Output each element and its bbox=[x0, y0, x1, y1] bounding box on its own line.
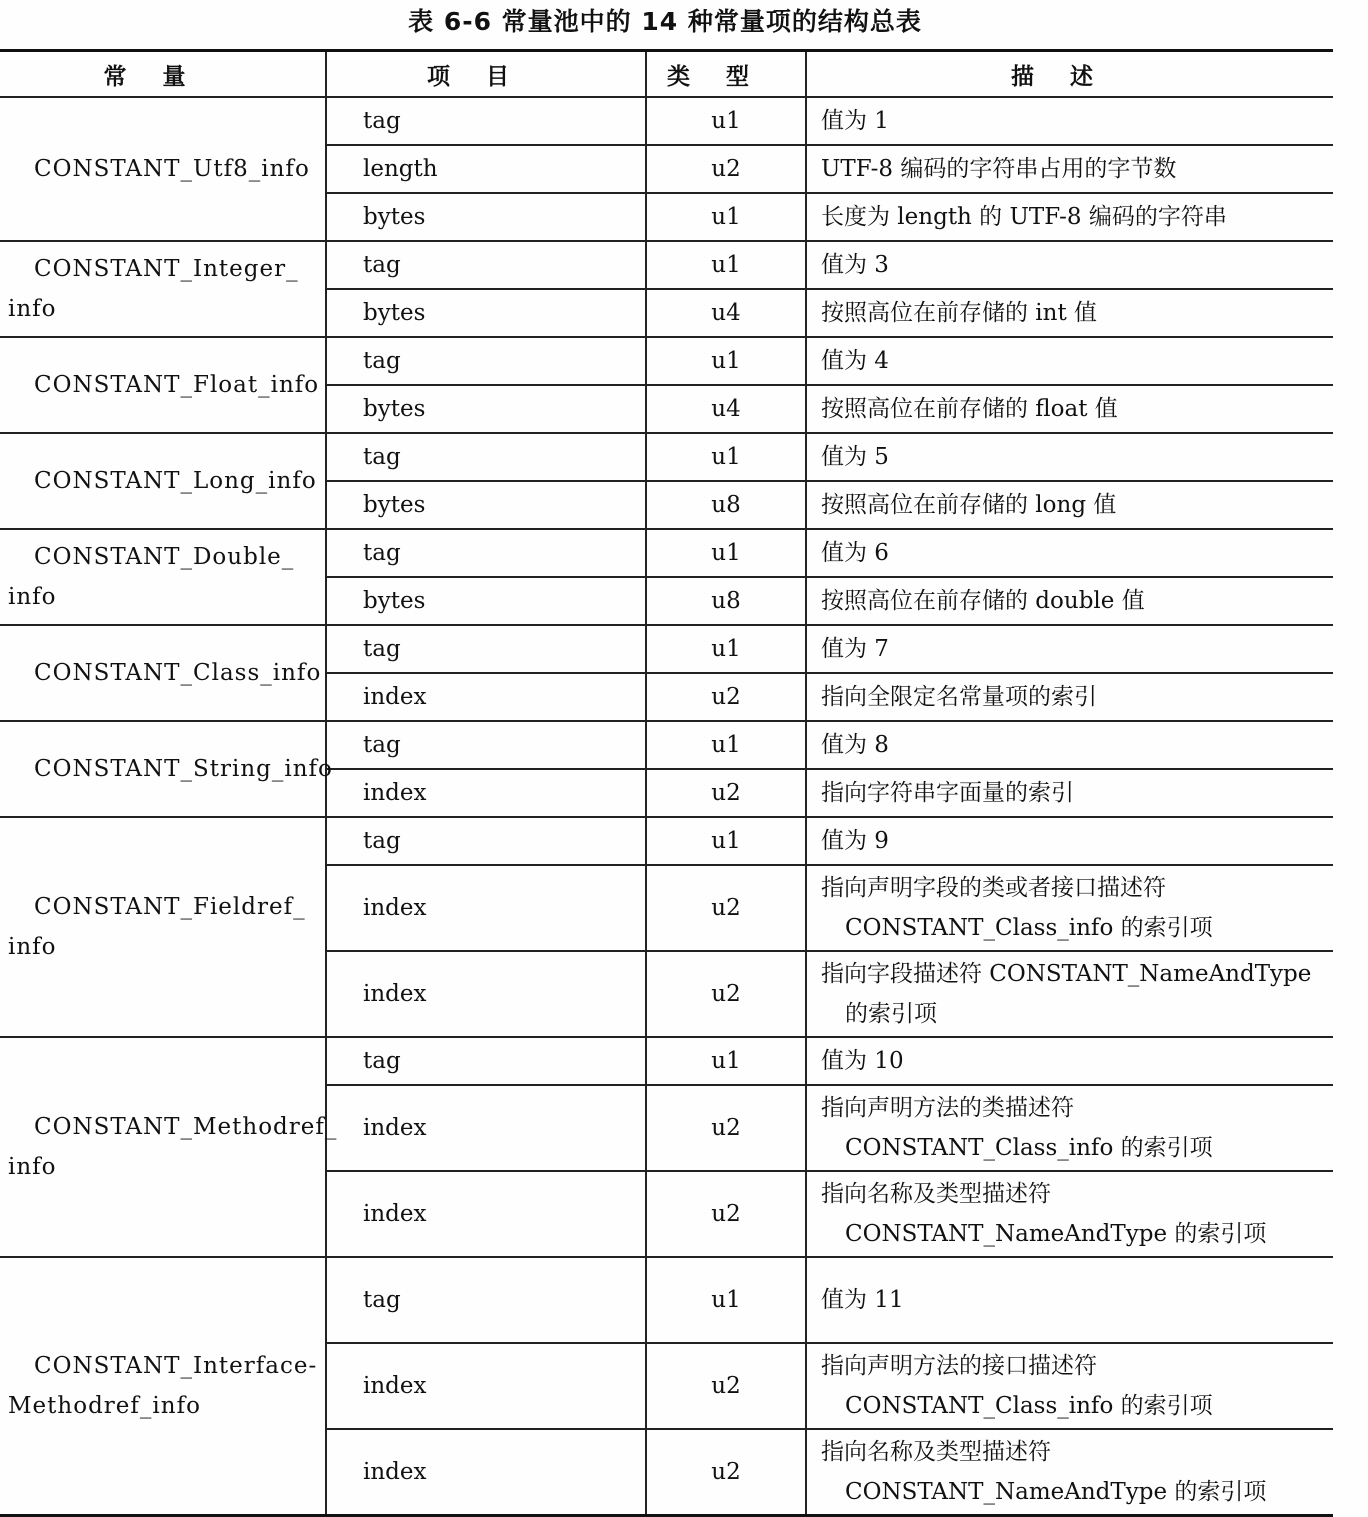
desc-text: UTF-8 编码的字符串占用的字节数 bbox=[821, 156, 1177, 182]
constant-name-line: CONSTANT_Long_info bbox=[34, 468, 317, 494]
item-cell: tag bbox=[326, 241, 646, 289]
desc-cell bbox=[806, 625, 1333, 673]
type-cell: u2 bbox=[646, 865, 806, 951]
item-cell: index bbox=[326, 951, 646, 1037]
item-cell: index bbox=[326, 673, 646, 721]
desc-text: 指向名称及类型描述符 CONSTANT_NameAndType 的索引项 bbox=[821, 1439, 1267, 1505]
desc-text: 值为 9 bbox=[821, 828, 889, 854]
desc-cell bbox=[806, 337, 1333, 385]
constant-name-cell bbox=[0, 625, 326, 721]
table-row bbox=[0, 529, 1333, 577]
table-row bbox=[0, 433, 1333, 481]
desc-text: 值为 11 bbox=[821, 1287, 904, 1313]
type-cell: u1 bbox=[646, 433, 806, 481]
constant-name-line: CONSTANT_Fieldref_ bbox=[34, 894, 306, 920]
header-row bbox=[0, 51, 1333, 98]
desc-cell bbox=[806, 529, 1333, 577]
item-cell: tag bbox=[326, 529, 646, 577]
desc-text: 值为 10 bbox=[821, 1048, 904, 1074]
desc-cell bbox=[806, 145, 1333, 193]
item-cell: tag bbox=[326, 433, 646, 481]
item-cell: bytes bbox=[326, 385, 646, 433]
type-cell: u8 bbox=[646, 577, 806, 625]
constant-name-line: CONSTANT_Float_info bbox=[34, 372, 320, 398]
item-cell: tag bbox=[326, 625, 646, 673]
constant-name-line: CONSTANT_Methodref_ bbox=[34, 1114, 338, 1140]
table-row bbox=[0, 721, 1333, 769]
constant-name-cell bbox=[0, 721, 333, 817]
desc-cell bbox=[806, 1037, 1333, 1085]
desc-cell bbox=[806, 433, 1333, 481]
constant-name-cell bbox=[0, 817, 326, 1037]
type-cell: u2 bbox=[646, 769, 806, 817]
item-cell: index bbox=[326, 1343, 646, 1429]
type-cell: u2 bbox=[646, 1171, 806, 1257]
desc-text: 值为 5 bbox=[821, 444, 889, 470]
item-cell: tag bbox=[326, 721, 646, 769]
type-cell: u1 bbox=[646, 97, 806, 145]
desc-cell bbox=[806, 481, 1333, 529]
desc-text: 值为 1 bbox=[821, 108, 889, 134]
desc-cell bbox=[806, 951, 1333, 1037]
desc-cell bbox=[806, 865, 1333, 951]
constant-name-line: CONSTANT_Utf8_info bbox=[34, 156, 310, 182]
constant-name-line: CONSTANT_Class_info bbox=[34, 660, 322, 686]
table-row bbox=[0, 337, 1333, 385]
desc-text: 值为 8 bbox=[821, 732, 889, 758]
table-row bbox=[0, 1037, 1333, 1085]
desc-text: 指向声明方法的接口描述符 CONSTANT_Class_info 的索引项 bbox=[821, 1353, 1213, 1419]
constant-pool-table bbox=[0, 49, 1333, 1517]
type-cell: u4 bbox=[646, 385, 806, 433]
constant-name-cell bbox=[0, 1257, 326, 1516]
desc-cell bbox=[806, 577, 1333, 625]
item-cell: bytes bbox=[326, 193, 646, 241]
item-cell: index bbox=[326, 1085, 646, 1171]
type-cell: u2 bbox=[646, 1085, 806, 1171]
item-cell: bytes bbox=[326, 289, 646, 337]
constant-name-cell bbox=[0, 529, 326, 625]
type-cell: u2 bbox=[646, 1343, 806, 1429]
desc-cell bbox=[806, 241, 1333, 289]
item-cell: length bbox=[326, 145, 646, 193]
constant-name-line: info bbox=[8, 584, 57, 610]
type-cell: u1 bbox=[646, 337, 806, 385]
constant-name-line: info bbox=[8, 1154, 57, 1180]
desc-text: 值为 3 bbox=[821, 252, 889, 278]
desc-text: 值为 4 bbox=[821, 348, 889, 374]
table-row bbox=[0, 817, 1333, 865]
desc-text: 指向声明方法的类描述符 CONSTANT_Class_info 的索引项 bbox=[821, 1095, 1213, 1161]
desc-cell bbox=[806, 193, 1333, 241]
item-cell: tag bbox=[326, 817, 646, 865]
type-cell: u2 bbox=[646, 673, 806, 721]
desc-text: 值为 7 bbox=[821, 636, 889, 662]
constant-name-line: CONSTANT_String_info bbox=[34, 756, 333, 782]
desc-cell bbox=[806, 1257, 1333, 1343]
constant-name-cell bbox=[0, 337, 326, 433]
desc-text: 指向声明字段的类或者接口描述符 CONSTANT_Class_info 的索引项 bbox=[821, 875, 1213, 941]
type-cell: u1 bbox=[646, 625, 806, 673]
desc-cell bbox=[806, 97, 1333, 145]
constant-name-cell bbox=[0, 1037, 338, 1257]
type-cell: u1 bbox=[646, 1037, 806, 1085]
table-row bbox=[0, 97, 1333, 145]
constant-name-line: CONSTANT_Integer_ bbox=[34, 256, 299, 282]
item-cell: tag bbox=[326, 1257, 646, 1343]
item-cell: index bbox=[326, 865, 646, 951]
constant-name-line: info bbox=[8, 934, 57, 960]
item-cell: index bbox=[326, 769, 646, 817]
type-cell: u2 bbox=[646, 1429, 806, 1516]
header-desc: 描述 bbox=[806, 51, 1333, 98]
desc-cell bbox=[806, 385, 1333, 433]
constant-name-line: info bbox=[8, 296, 57, 322]
item-cell: index bbox=[326, 1429, 646, 1516]
table-row bbox=[0, 625, 1333, 673]
header-item: 项目 bbox=[326, 51, 646, 98]
type-cell: u1 bbox=[646, 529, 806, 577]
desc-cell bbox=[806, 721, 1333, 769]
constant-name-cell bbox=[0, 97, 326, 241]
type-cell: u1 bbox=[646, 721, 806, 769]
desc-text: 指向字段描述符 CONSTANT_NameAndType 的索引项 bbox=[821, 961, 1312, 1027]
desc-text: 指向全限定名常量项的索引 bbox=[821, 684, 1097, 710]
table-caption: 表 6-6 常量池中的 14 种常量项的结构总表 bbox=[408, 7, 922, 36]
desc-text: 指向名称及类型描述符 CONSTANT_NameAndType 的索引项 bbox=[821, 1181, 1267, 1247]
constant-name-cell bbox=[0, 241, 326, 337]
item-cell: tag bbox=[326, 97, 646, 145]
desc-cell bbox=[806, 1171, 1333, 1257]
type-cell: u4 bbox=[646, 289, 806, 337]
item-cell: tag bbox=[326, 1037, 646, 1085]
desc-text: 长度为 length 的 UTF-8 编码的字符串 bbox=[821, 204, 1227, 230]
item-cell: bytes bbox=[326, 481, 646, 529]
desc-cell bbox=[806, 1429, 1333, 1516]
desc-cell bbox=[806, 289, 1333, 337]
type-cell: u8 bbox=[646, 481, 806, 529]
desc-text: 值为 6 bbox=[821, 540, 889, 566]
type-cell: u2 bbox=[646, 145, 806, 193]
desc-cell bbox=[806, 1085, 1333, 1171]
header-constant: 常量 bbox=[0, 51, 326, 98]
desc-cell bbox=[806, 769, 1333, 817]
desc-cell bbox=[806, 817, 1333, 865]
desc-text: 按照高位在前存储的 int 值 bbox=[821, 300, 1098, 326]
type-cell: u2 bbox=[646, 951, 806, 1037]
table-row bbox=[0, 1257, 1333, 1343]
type-cell: u1 bbox=[646, 1257, 806, 1343]
constant-name-line: CONSTANT_Double_ bbox=[34, 544, 295, 570]
item-cell: tag bbox=[326, 337, 646, 385]
constant-name-line: Methodref_info bbox=[8, 1393, 201, 1419]
constant-name-cell bbox=[0, 433, 326, 529]
type-cell: u1 bbox=[646, 193, 806, 241]
type-cell: u1 bbox=[646, 241, 806, 289]
item-cell: index bbox=[326, 1171, 646, 1257]
desc-text: 按照高位在前存储的 long 值 bbox=[821, 492, 1117, 518]
header-type: 类型 bbox=[646, 51, 806, 98]
table-row bbox=[0, 241, 1333, 289]
type-cell: u1 bbox=[646, 817, 806, 865]
desc-text: 按照高位在前存储的 float 值 bbox=[821, 396, 1118, 422]
desc-cell bbox=[806, 673, 1333, 721]
desc-text: 指向字符串字面量的索引 bbox=[821, 780, 1074, 806]
constant-name-line: CONSTANT_Interface- bbox=[34, 1353, 318, 1379]
desc-cell bbox=[806, 1343, 1333, 1429]
item-cell: bytes bbox=[326, 577, 646, 625]
desc-text: 按照高位在前存储的 double 值 bbox=[821, 588, 1145, 614]
